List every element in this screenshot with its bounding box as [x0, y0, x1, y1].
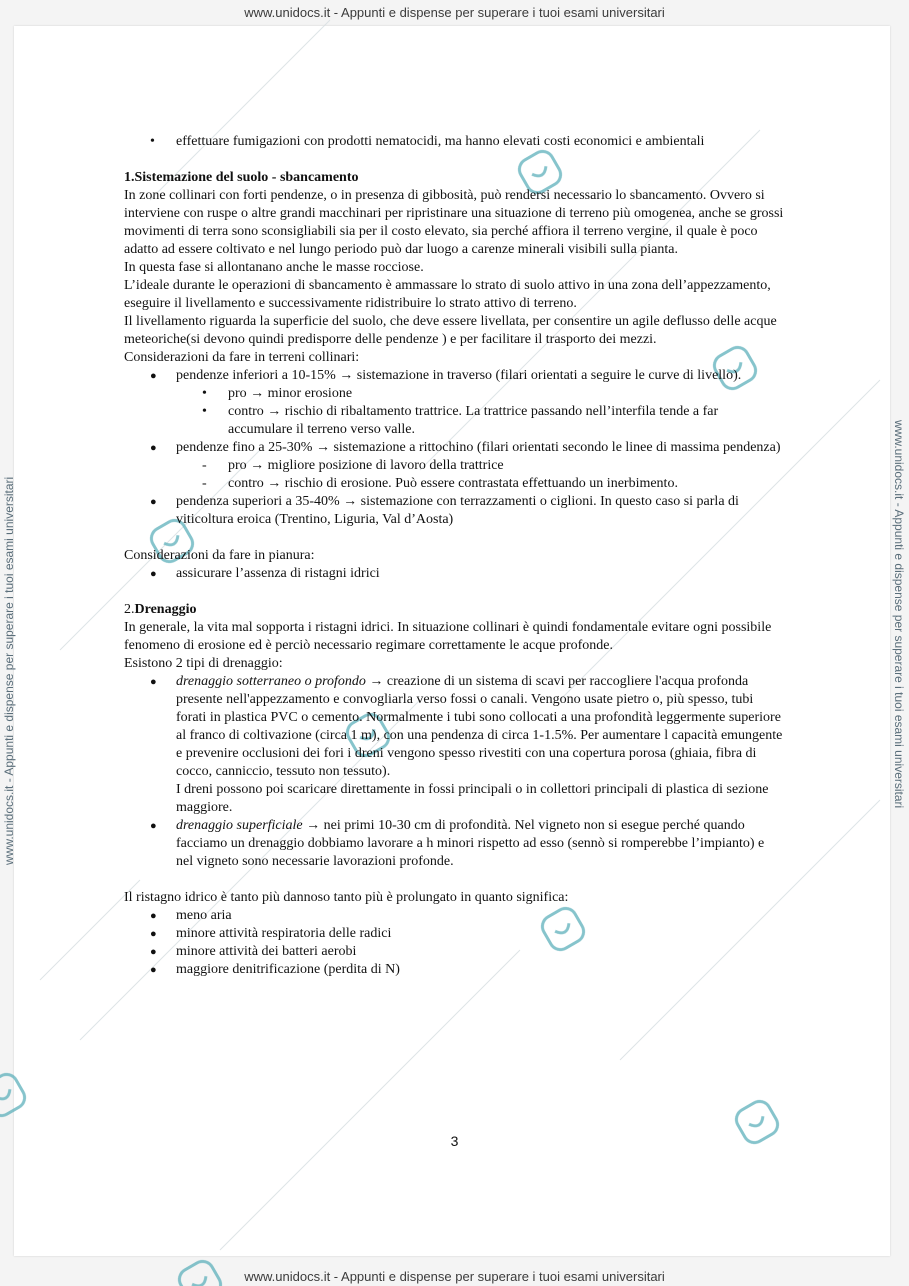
paragraph: In zone collinari con forti pendenze, o in presenza di gibbosità, può rendersi necessario lo sbancamento. Ovvero si interviene con ruspe o altre grandi macchinari per ripristinare una situazione di terreno più omogenea, anche se grossi movimenti di terra sono sconsigliabili sia per il costo elevato, sia perché affiora il terreno vergine, il quale è poco adatto ad essere coltivato e nel lungo periodo può dar luogo a carenze minerali visibili sulla pianta. [124, 188, 784, 257]
term: drenaggio superficiale [176, 818, 303, 833]
document-body [124, 133, 784, 979]
section-title: 1.Sistemazione del suolo - sbancamento [124, 170, 359, 185]
watermark-left: www.unidocs.it - Appunti e dispense per superare i tuoi esami universitari [2, 476, 16, 865]
list-item [124, 673, 784, 817]
paragraph: L’ideale durante le operazioni di sbancamento è ammassare lo strato di suolo attivo in una zona dell’appezzamento, eseguire il livellamento e successivamente ridistribuire lo strato attivo di terreno. [124, 278, 771, 311]
list-item-text: pendenze fino a 25-30% → sistemazione a rittochino (filari orientati secondo le linee di massima pendenza) [176, 440, 781, 455]
term: drenaggio sotterraneo o profondo [176, 674, 366, 689]
drainage-list [124, 673, 784, 871]
list-item [124, 367, 784, 439]
paragraph: Considerazioni da fare in terreni collinari: [124, 350, 360, 365]
sub-list-item: • pro → minor erosione [176, 385, 784, 403]
sub-list-item: - pro → migliore posizione di lavoro della trattrice [176, 457, 784, 475]
list-item [124, 817, 784, 871]
page-number: 3 [450, 1133, 459, 1149]
watermark-bottom: www.unidocs.it - Appunti e dispense per superare i tuoi esami universitari [244, 1269, 665, 1284]
watermark-right: www.unidocs.it - Appunti e dispense per superare i tuoi esami universitari [892, 420, 906, 809]
sub-list-item: • contro → rischio di ribaltamento trattrice. La trattrice passando nell’interfila tende a far accumulare il terreno verso valle. [176, 403, 784, 439]
list-item: ● pendenza superiori a 35-40% → sistemazione con terrazzamenti o ciglioni. In questo caso si parla di viticoltura eroica (Trentino, Liguria, Val d’Aosta) [124, 493, 784, 529]
hill-list [124, 367, 784, 529]
paragraph: Considerazioni da fare in pianura: [124, 548, 315, 563]
sub-list [176, 385, 784, 439]
list-item [124, 439, 784, 493]
list-item: ● assicurare l’assenza di ristagni idrici [124, 565, 784, 583]
section-title [124, 601, 784, 619]
plain-list [124, 565, 784, 583]
list-item: • effettuare fumigazioni con prodotti nematocidi, ma hanno elevati costi economici e ambientali [124, 133, 784, 151]
paragraph: I dreni possono poi scaricare direttamente in fossi principali o in collettori principali di plastica di sezione maggiore. [176, 782, 769, 815]
list-item: ● minore attività respiratoria delle radici [124, 925, 784, 943]
watermark-top: www.unidocs.it - Appunti e dispense per superare i tuoi esami universitari [244, 5, 665, 20]
paragraph: Esistono 2 tipi di drenaggio: [124, 656, 283, 671]
list-item: ● maggiore denitrificazione (perdita di N) [124, 961, 784, 979]
list-item-text: → nei primi 10-30 cm di profondità. Nel vigneto non si esegue perché quando facciamo un drenaggio dobbiamo lavorare a h minori rispetto ad esso (sennò si romperebbe l’impianto) e nel vigneto sono necessarie lavorazioni profonde. [176, 818, 765, 869]
section-number: 2. [124, 602, 135, 617]
list-item-text: pendenze inferiori a 10-15% → sistemazione in traverso (filari orientati a seguire le curve di livello). [176, 368, 742, 383]
paragraph: In questa fase si allontanano anche le masse rocciose. [124, 260, 424, 275]
intro-list [124, 133, 784, 151]
section-title-text: Drenaggio [134, 602, 197, 617]
list-item-text: → creazione di un sistema di scavi per raccogliere l'acqua profonda presente nell'appezzamento e convogliarla verso fossi o canali. Vengono usate pietro o, più spesso, tubi forati in plastica PVC o cemento. Normalmente i tubi sono collocati a una profondità leggermente superiore al franco di coltivazione (circa 1 m), con una pendenza di circa 1-1.5%. Per aumentare l capacità emungente e prevenire occlusioni dei fori i dreni vengono spesso rivestiti con una copertura porosa (ghiaia, fibra di cocco, canniccio, tessuto non tessuto). [176, 674, 783, 779]
paragraph: Il livellamento riguarda la superficie del suolo, che deve essere livellata, per consentire un agile deflusso delle acque meteoriche(si devono quindi predisporre delle pendenze ) e per facilitare il trasporto dei mezzi. [124, 314, 777, 347]
paragraph: Il ristagno idrico è tanto più dannoso tanto più è prolungato in quanto significa: [124, 890, 569, 905]
paragraph: In generale, la vita mal sopporta i ristagni idrici. In situazione collinari è quindi fondamentale evitare ogni possibile fenomeno di erosione ed è perciò necessario regimare correttamente le acque profonde. [124, 620, 772, 653]
list-item: ● minore attività dei batteri aerobi [124, 943, 784, 961]
stagnation-list [124, 907, 784, 979]
sub-list-item: - contro → rischio di erosione. Può essere contrastata effettuando un inerbimento. [176, 475, 784, 493]
sub-list [176, 457, 784, 493]
list-item: ● meno aria [124, 907, 784, 925]
